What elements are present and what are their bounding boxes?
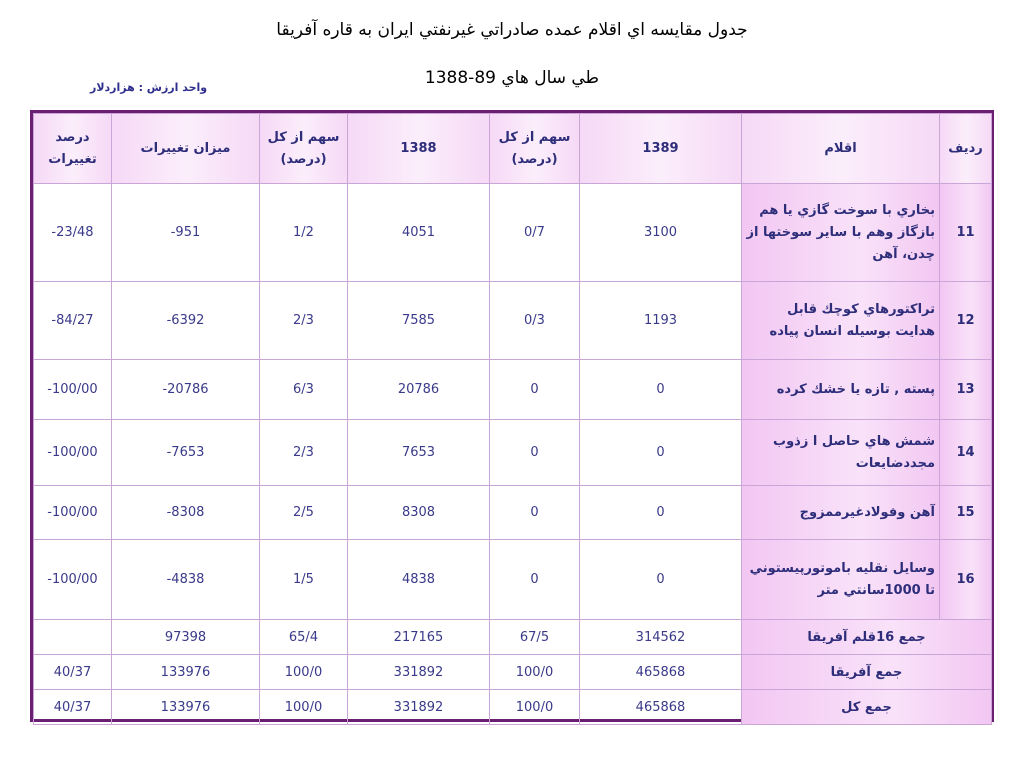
change-amount-cell: 97398 <box>112 620 260 655</box>
item-name: وسايل نقليه باموتورپيستوني تا 1000سانتي متر <box>742 540 940 620</box>
table-row <box>34 282 992 360</box>
header-share-1388: سهم از كل (درصد) <box>260 114 348 184</box>
change-percent-cell: -84/27 <box>34 282 112 360</box>
totals-label: جمع 16قلم آفريقا <box>742 620 992 655</box>
header-item: اقلام <box>742 114 940 184</box>
change-percent-cell: -100/00 <box>34 540 112 620</box>
share-1388-cell: 6/3 <box>260 360 348 420</box>
share-1388-cell: 2/3 <box>260 420 348 486</box>
item-name: تراكتورهاي كوچك قابل هدايت بوسيله انسان پياده <box>742 282 940 360</box>
table-row <box>34 184 992 282</box>
item-name: آهن وفولادغيرممزوج <box>742 486 940 540</box>
value-1388-cell: 217165 <box>348 620 490 655</box>
totals-row <box>34 655 992 690</box>
share-1388-cell: 65/4 <box>260 620 348 655</box>
table-row <box>34 420 992 486</box>
share-1389-cell: 100/0 <box>490 655 580 690</box>
share-1389-cell: 0 <box>490 360 580 420</box>
header-1389: 1389 <box>580 114 742 184</box>
value-1389-cell: 3100 <box>580 184 742 282</box>
value-1389-cell: 0 <box>580 540 742 620</box>
row-number: 13 <box>940 360 992 420</box>
share-1388-cell: 100/0 <box>260 655 348 690</box>
value-1389-cell: 0 <box>580 360 742 420</box>
totals-label: جمع كل <box>742 690 992 725</box>
change-percent-cell: -23/48 <box>34 184 112 282</box>
value-1388-cell: 331892 <box>348 655 490 690</box>
change-amount-cell: -6392 <box>112 282 260 360</box>
totals-row <box>34 690 992 725</box>
value-1389-cell: 1193 <box>580 282 742 360</box>
totals-label: جمع آفريقا <box>742 655 992 690</box>
row-number: 12 <box>940 282 992 360</box>
change-amount-cell: -7653 <box>112 420 260 486</box>
share-1389-cell: 0 <box>490 486 580 540</box>
value-1389-cell: 0 <box>580 486 742 540</box>
table-row <box>34 360 992 420</box>
header-row-no: رديف <box>940 114 992 184</box>
change-percent-cell: 40/37 <box>34 690 112 725</box>
share-1389-cell: 0/3 <box>490 282 580 360</box>
share-1388-cell: 2/3 <box>260 282 348 360</box>
share-1388-cell: 1/5 <box>260 540 348 620</box>
change-amount-cell: -951 <box>112 184 260 282</box>
change-amount-cell: 133976 <box>112 690 260 725</box>
item-name: شمش هاي حاصل ا زذوب مجددضايعات <box>742 420 940 486</box>
value-1389-cell: 465868 <box>580 690 742 725</box>
value-1388-cell: 331892 <box>348 690 490 725</box>
change-percent-cell: -100/00 <box>34 360 112 420</box>
value-1388-cell: 7585 <box>348 282 490 360</box>
share-1388-cell: 100/0 <box>260 690 348 725</box>
value-1389-cell: 0 <box>580 420 742 486</box>
row-number: 11 <box>940 184 992 282</box>
share-1389-cell: 0/7 <box>490 184 580 282</box>
share-1389-cell: 0 <box>490 540 580 620</box>
page-title: جدول مقايسه اي اقلام عمده صادراتي غيرنفتي ايران به قاره آفريقا <box>276 20 748 40</box>
table-row <box>34 540 992 620</box>
share-1388-cell: 2/5 <box>260 486 348 540</box>
change-amount-cell: -4838 <box>112 540 260 620</box>
share-1388-cell: 1/2 <box>260 184 348 282</box>
header-share-1389: سهم از كل (درصد) <box>490 114 580 184</box>
change-amount-cell: -8308 <box>112 486 260 540</box>
value-1388-cell: 8308 <box>348 486 490 540</box>
change-amount-cell: 133976 <box>112 655 260 690</box>
value-1388-cell: 20786 <box>348 360 490 420</box>
item-name: بخاري با سوخت گازي يا هم بازگاز وهم با ساير سوختها از چدن، آهن <box>742 184 940 282</box>
page-subtitle: طي سال هاي 89-1388 <box>424 68 600 88</box>
change-percent-cell: -100/00 <box>34 486 112 540</box>
row-number: 15 <box>940 486 992 540</box>
unit-label: واحد ارزش : هزاردلار <box>90 81 208 94</box>
change-percent-cell: 40/37 <box>34 655 112 690</box>
row-number: 14 <box>940 420 992 486</box>
change-amount-cell: -20786 <box>112 360 260 420</box>
table-row <box>34 486 992 540</box>
header-change-pct: درصد تغييرات <box>34 114 112 184</box>
value-1388-cell: 4051 <box>348 184 490 282</box>
share-1389-cell: 0 <box>490 420 580 486</box>
totals-row <box>34 620 992 655</box>
header-change: ميزان تغييرات <box>112 114 260 184</box>
share-1389-cell: 100/0 <box>490 690 580 725</box>
value-1388-cell: 4838 <box>348 540 490 620</box>
change-percent-cell: -100/00 <box>34 420 112 486</box>
row-number: 16 <box>940 540 992 620</box>
share-1389-cell: 67/5 <box>490 620 580 655</box>
exports-table <box>33 113 992 725</box>
value-1388-cell: 7653 <box>348 420 490 486</box>
value-1389-cell: 465868 <box>580 655 742 690</box>
header-row <box>34 114 992 184</box>
data-table-frame <box>30 110 994 722</box>
change-percent-cell <box>34 620 112 655</box>
item-name: پسته , تازه يا خشك كرده <box>742 360 940 420</box>
value-1389-cell: 314562 <box>580 620 742 655</box>
header-1388: 1388 <box>348 114 490 184</box>
